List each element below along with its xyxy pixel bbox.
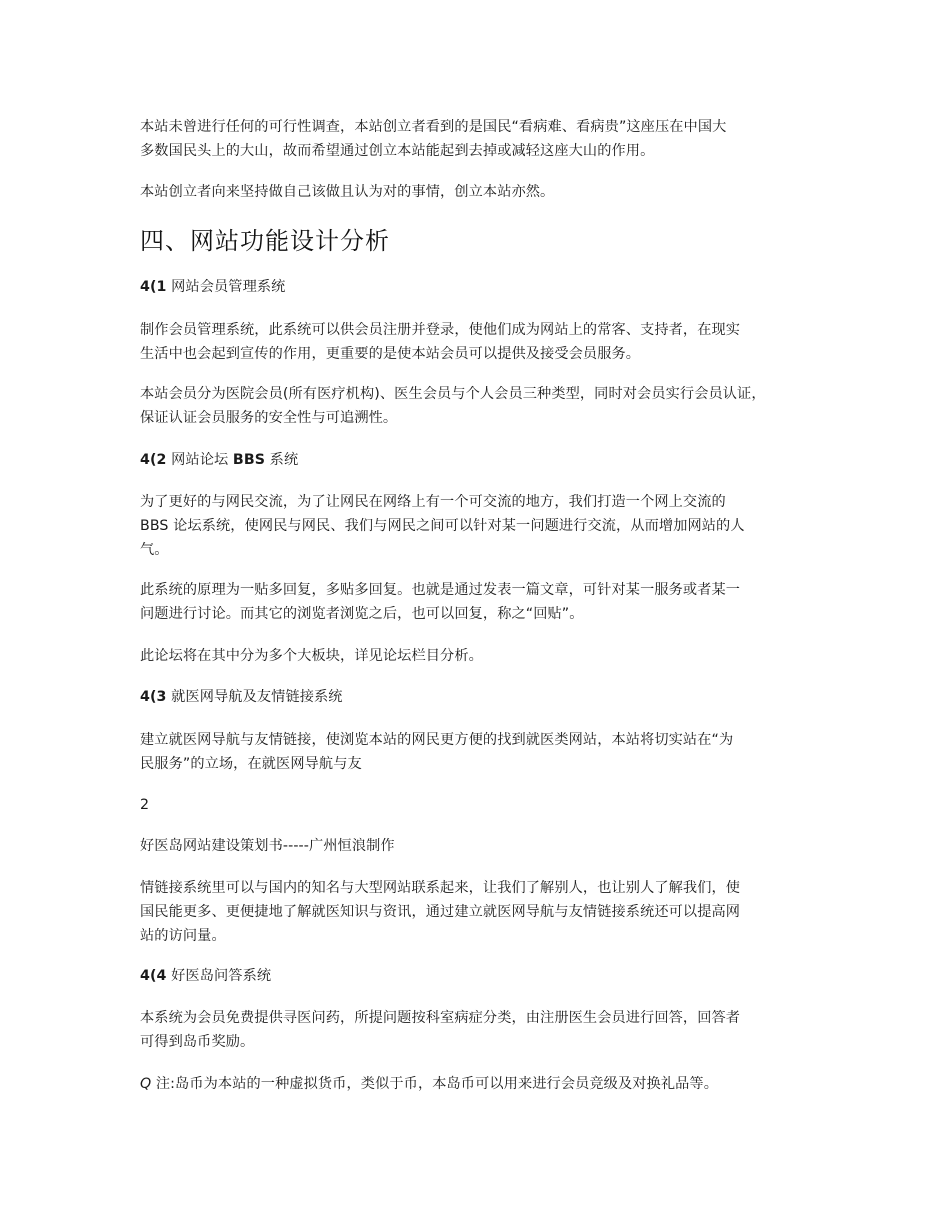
page-number: 2	[140, 797, 150, 813]
subsection-title: 网站会员管理系统	[166, 279, 286, 295]
paragraph-line: 国民能更多、更便捷地了解就医知识与资讯，通过建立就医网导航与友情链接系统还可以提高网	[140, 904, 741, 920]
subsection-number: 4(1	[140, 279, 167, 295]
paragraph-line: 本站会员分为医院会员(所有医疗机构)、医生会员与个人会员三种类型，同时对会员实行会员认证，	[140, 386, 766, 402]
subsection-heading	[140, 687, 343, 707]
subsection-title: 就医网导航及友情链接系统	[166, 689, 343, 705]
paragraph-line: BBS 论坛系统，使网民与网民、我们与网民之间可以针对某一问题进行交流，从而增加网站的人	[140, 518, 745, 534]
paragraph-line: 问题进行讨论。而其它的浏览者浏览之后，也可以回复，称之“回贴”。	[140, 606, 584, 622]
paragraph-line: 气。	[140, 542, 169, 558]
paragraph-line: 情链接系统里可以与国内的知名与大型网站联系起来，让我们了解别人，也让别人了解我们，使	[140, 880, 741, 896]
note-marker: Q	[140, 1076, 152, 1092]
paragraph-line: 生活中也会起到宣传的作用，更重要的是使本站会员可以提供及接受会员服务。	[140, 346, 641, 362]
subsection-title: 好医岛问答系统	[166, 968, 272, 984]
note-line	[140, 1074, 718, 1094]
paragraph-line: 建立就医网导航与友情链接，使浏览本站的网民更方便的找到就医类网站，本站将切实站在“为	[140, 732, 734, 748]
subsection-title: 系统	[265, 452, 299, 468]
subsection-number: 4(2	[140, 452, 167, 468]
note-text: 注:岛币为本站的一种虚拟货币，类似于币，本岛币可以用来进行会员竞级及对换礼品等。	[151, 1076, 718, 1092]
paragraph-line: 制作会员管理系统，此系统可以供会员注册并登录，使他们成为网站上的常客、支持者，在现实	[140, 322, 741, 338]
paragraph-line: 本系统为会员免费提供寻医问药，所提问题按科室病症分类，由注册医生会员进行回答，回答者	[140, 1010, 741, 1026]
paragraph-line: 为了更好的与网民交流，为了让网民在网络上有一个可交流的地方，我们打造一个网上交流的	[140, 494, 726, 510]
subsection-number: 4(3	[140, 689, 167, 705]
subsection-heading	[140, 277, 285, 297]
paragraph-line: 此系统的原理为一贴多回复，多贴多回复。也就是通过发表一篇文章，可针对某一服务或者某一	[140, 582, 741, 598]
subsection-title: 网站论坛	[166, 452, 233, 468]
subsection-number: 4(4	[140, 968, 167, 984]
paragraph-line: 此论坛将在其中分为多个大板块，详见论坛栏目分析。	[140, 648, 483, 664]
paragraph-line: 站的访问量。	[140, 928, 226, 944]
paragraph-line: 多数国民头上的大山，故而希望通过创立本站能起到去掉或减轻这座大山的作用。	[140, 143, 655, 159]
paragraph-line: 本站未曾进行任何的可行性调查，本站创立者看到的是国民“看病难、看病贵”这座压在中国大	[140, 119, 727, 135]
paragraph-line: 本站创立者向来坚持做自己该做且认为对的事情，创立本站亦然。	[140, 184, 555, 200]
paragraph-line: 可得到岛币奖励。	[140, 1034, 255, 1050]
paragraph-line: 保证认证会员服务的安全性与可追溯性。	[140, 410, 398, 426]
subsection-title-acronym: BBS	[232, 452, 266, 468]
running-header: 好医岛网站建设策划书-----广州恒浪制作	[140, 838, 395, 854]
paragraph-line: 民服务”的立场，在就医网导航与友	[140, 756, 362, 772]
subsection-heading	[140, 966, 271, 986]
subsection-heading	[140, 450, 298, 470]
section-heading: 四、网站功能设计分析	[140, 227, 390, 255]
